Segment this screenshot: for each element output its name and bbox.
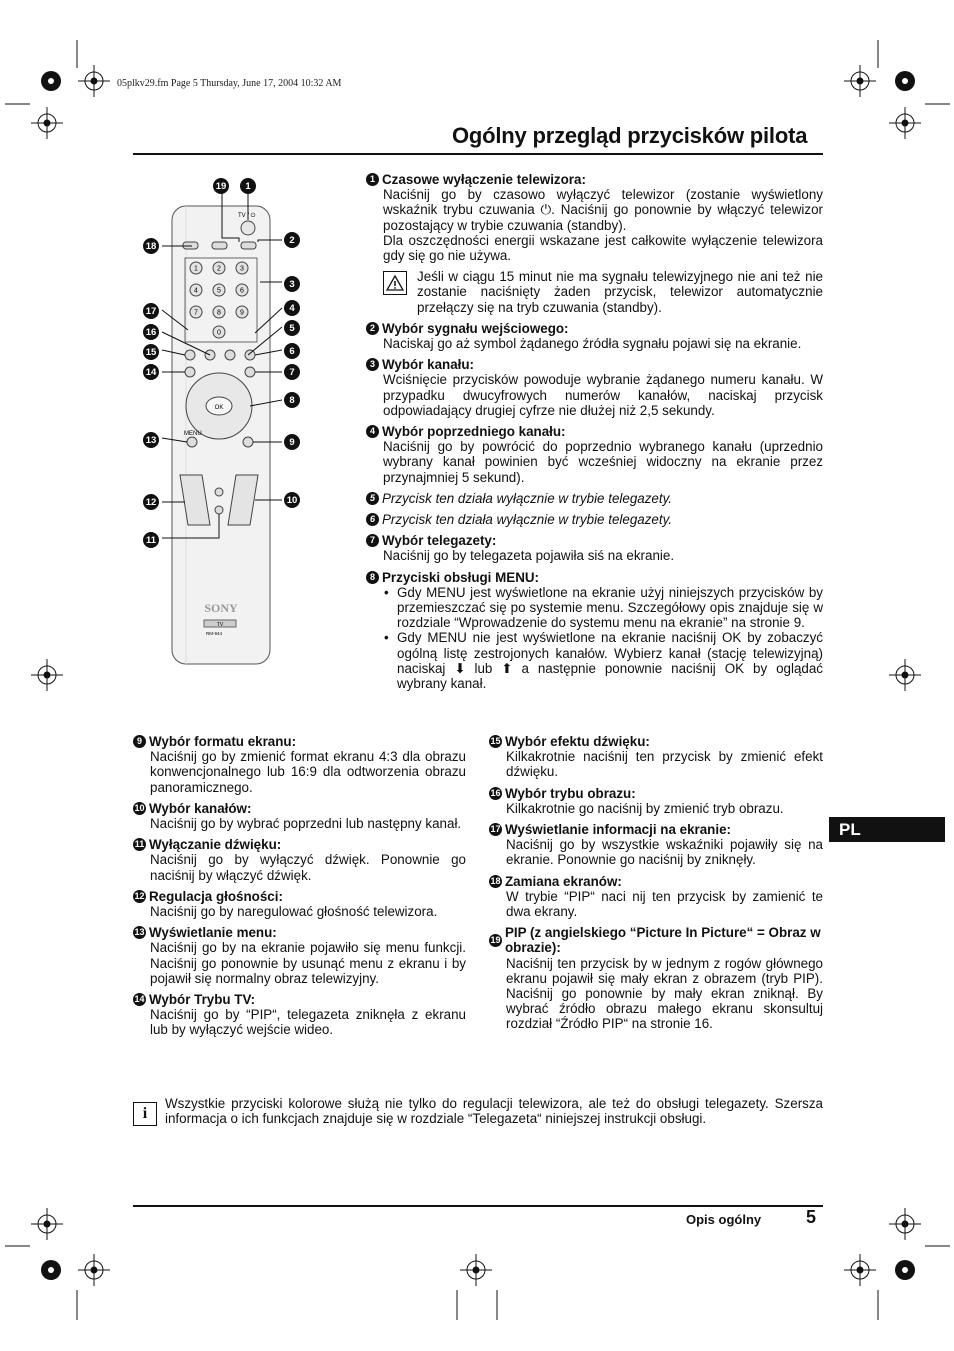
tv-label: TV — [216, 622, 224, 628]
footer-section: Opis ogólny — [686, 1212, 762, 1227]
callout-badge: 6 — [284, 343, 300, 359]
description-item — [366, 512, 823, 527]
callout-badge: 5 — [284, 320, 300, 336]
power-label: TV / ⏻ — [238, 213, 256, 219]
item-body: Naciśnij go by telegazeta pojawiła siś na ekranie. — [383, 548, 675, 564]
callout-badge: 12 — [143, 494, 159, 510]
ok-label: OK — [214, 405, 224, 411]
callout-badge: 4 — [284, 300, 300, 316]
menu-label: MENU — [184, 431, 202, 437]
info-note — [133, 1096, 823, 1126]
digit-key-label: 8 — [217, 309, 221, 317]
model-label: RM-944 — [206, 631, 223, 636]
item-number: 6 — [366, 513, 379, 526]
callout-badge: 1 — [240, 178, 256, 194]
item-body: W trybie “PIP“ naci nij ten przycisk by zamienić te dwa ekrany. — [506, 888, 823, 920]
item-heading — [489, 874, 823, 889]
description-item — [489, 822, 823, 868]
right-column — [366, 172, 823, 697]
item-number: 18 — [489, 875, 502, 888]
item-body: Naciśnij go by naregulować głośność telewizora. — [150, 904, 438, 920]
page-number: 5 — [806, 1207, 817, 1227]
item-number: 1 — [366, 173, 379, 186]
description-item — [366, 357, 823, 418]
callout-badge: 11 — [143, 532, 159, 548]
item-heading-text: Przycisk ten działa wyłącznie w trybie telegazety. — [382, 490, 672, 506]
item-heading — [133, 889, 466, 904]
description-item — [489, 925, 823, 1031]
callout-badge: 15 — [143, 344, 159, 360]
item-number: 14 — [133, 993, 146, 1006]
callout-badge: 14 — [143, 364, 159, 380]
item-heading-text: Wybór efektu dźwięku: — [505, 734, 650, 749]
item-heading-text: Wybór Trybu TV: — [149, 992, 256, 1008]
item-body: Kilkakrotnie naciśnij ten przycisk by zmienić efekt dźwięku. — [506, 749, 823, 780]
item-heading-text: Wybór sygnału wejściowego: — [382, 320, 569, 336]
item-body: Naciśnij go by wszystkie wskaźniki pojawiły się na ekranie. Ponownie go naciśnij by zniknęły. — [506, 837, 823, 868]
digit-key-label: 7 — [194, 309, 198, 317]
description-item — [489, 786, 823, 816]
left-column — [133, 734, 466, 1044]
item-number: 2 — [366, 322, 379, 335]
item-heading-text: PIP (z angielskiego “Picture In Picture“ = Obraz w obrazie): — [505, 925, 821, 956]
item-heading-text: Wybór trybu obrazu: — [505, 785, 636, 801]
item-number: 3 — [366, 358, 379, 371]
item-body: Naciśnij go by zmienić format ekranu 4:3 dla obrazu konwencjonalnego lub 16:9 dla odtworzenia obrazu panoramicznego. — [150, 749, 466, 795]
description-item — [366, 491, 823, 506]
item-heading — [366, 512, 823, 527]
item-body: Kilkakrotnie go naciśnij by zmienić tryb obrazu. — [506, 800, 784, 816]
item-heading — [133, 801, 466, 816]
brand-logo: SONY — [204, 601, 238, 615]
description-item — [366, 424, 823, 485]
item-body: Wciśnięcie przycisków powoduje wybranie żądanego numeru kanału. W przypadku dwucyfrowych numerów kanałów, naciskaj przycisk odpowiadający drugiej cyfrze nie dłużej niż 2,5 sekundy. — [383, 372, 823, 418]
warning-icon — [383, 271, 407, 295]
item-heading-text: Wybór poprzedniego kanału: — [382, 424, 566, 440]
item-heading — [366, 533, 823, 548]
item-body: Naciskaj go aż symbol żądanego źródła sygnału pojawi się na ekranie. — [383, 336, 802, 352]
item-heading — [366, 424, 823, 439]
title-rule — [133, 153, 823, 155]
item-number: 11 — [133, 838, 146, 851]
item-body: Dla oszczędności energii wskazane jest całkowite wyłączenie telewizora gdy się go nie używa. — [383, 232, 823, 264]
warning-note-text: Jeśli w ciągu 15 minut nie ma sygnału telewizyjnego nie ani też nie zostanie naciśnięty żaden przycisk, telewizor automatycznie przełączy się na tryb czuwania (standby). — [417, 269, 823, 315]
digit-key-label: 6 — [240, 287, 244, 295]
page-title: Ogólny przegląd przycisków pilota — [452, 123, 808, 148]
description-item — [133, 801, 466, 831]
item-heading — [366, 491, 823, 506]
digit-key-label: 0 — [217, 329, 221, 337]
item-number: 8 — [366, 571, 379, 584]
item-heading — [489, 925, 823, 955]
item-number: 13 — [133, 926, 146, 939]
info-note-text: Wszystkie przyciski kolorowe służą nie tylko do regulacji telewizora, ale też do obsługi telegazety. Szersza informacja o ich funkcjach znajduje się w rozdziale “Telegazeta“ niniejszej instrukcji obsługi. — [165, 1096, 823, 1127]
item-heading-text: Wyświetlanie menu: — [149, 925, 277, 941]
middle-column — [489, 734, 823, 1038]
item-heading — [366, 570, 823, 585]
item-heading-text: Zamiana ekranów: — [505, 873, 622, 889]
description-item — [133, 889, 466, 919]
language-tab: PL — [829, 817, 945, 842]
warning-note — [366, 269, 823, 315]
item-heading-text: Wybór kanału: — [382, 357, 475, 373]
item-heading — [366, 321, 823, 336]
footer-rule — [133, 1205, 823, 1207]
item-body: Naciśnij go by powrócić do poprzednio wybranego kanału (uprzednio wybrany kanał powinien być wcześniej widoczny na ekranie przez przynajmniej 5 sekund). — [383, 439, 823, 485]
remote-illustration — [140, 170, 370, 670]
item-body: Naciśnij go by “PIP“, telegazeta zniknęła z ekranu lub by wyłączyć wejście wideo. — [150, 1007, 466, 1038]
description-item — [366, 321, 823, 351]
item-number: 17 — [489, 823, 502, 836]
item-number: 7 — [366, 534, 379, 547]
item-heading-text: Wybór telegazety: — [382, 533, 497, 549]
info-icon: i — [133, 1102, 157, 1126]
callout-badge: 2 — [284, 232, 300, 248]
item-heading-text: Przyciski obsługi MENU: — [382, 569, 539, 585]
item-heading-text: Wyłączanie dźwięku: — [149, 837, 282, 853]
item-heading-text: Wyświetlanie informacji na ekranie: — [505, 822, 731, 838]
item-number: 16 — [489, 787, 502, 800]
item-heading — [489, 822, 823, 837]
item-body: Naciśnij go by czasowo wyłączyć telewizor (zostanie wyświetlony wskaźnik trybu czuwania ⏻. Naciśnij go ponownie by włączyć telewizor pozostający w trybie czuwania (standby). — [383, 187, 823, 233]
item-body: Naciśnij go by na ekranie pojawiło się menu funkcji. Naciśnij go ponownie by usunąć menu z ekranu i by pojawił się normalny obraz telewizyjny. — [150, 940, 466, 986]
callout-badge: 19 — [213, 178, 229, 194]
bullet-item: • Gdy MENU nie jest wyświetlone na ekranie naciśnij OK by zobaczyć ogólną listę zestrojonych kanałów. Wybierz kanał (stację telewizyjną) naciskaj ⬇ lub ⬆ a następnie ponownie naciśnij OK by oglądać wybrany kanał. — [384, 630, 823, 691]
item-heading — [133, 837, 466, 852]
description-item — [366, 570, 823, 692]
description-item — [489, 734, 823, 780]
item-number: 12 — [133, 890, 146, 903]
digit-key-label: 2 — [217, 265, 221, 273]
item-heading — [133, 992, 466, 1007]
item-heading-text: Wybór kanałów: — [149, 800, 252, 816]
item-heading — [366, 172, 823, 187]
callout-badge: 18 — [143, 238, 159, 254]
digit-key-label: 4 — [194, 287, 198, 295]
item-heading — [489, 734, 823, 749]
digit-key-label: 9 — [240, 309, 244, 317]
digit-key-label: 3 — [240, 265, 244, 273]
callout-badge: 9 — [284, 434, 300, 450]
callout-badge: 16 — [143, 324, 159, 340]
callout-badge: 10 — [284, 492, 300, 508]
digit-key-label: 1 — [194, 265, 198, 273]
file-header: 05plkv29.fm Page 5 Thursday, June 17, 2004 10:32 AM — [117, 78, 342, 89]
description-item — [133, 837, 466, 883]
item-heading — [133, 925, 466, 940]
item-body: Naciśnij go by wybrać poprzedni lub następny kanał. — [150, 816, 462, 832]
callout-badge: 17 — [143, 303, 159, 319]
item-body: Naciśnij go by wyłączyć dźwięk. Ponownie go naciśnij by włączyć dźwięk. — [150, 852, 466, 883]
item-heading-text: Czasowe wyłączenie telewizora: — [382, 172, 586, 187]
item-number: 4 — [366, 425, 379, 438]
item-heading-text: Regulacja głośności: — [149, 888, 283, 904]
bullet-list — [366, 585, 823, 691]
description-item — [133, 925, 466, 986]
bullet-item: • Gdy MENU jest wyświetlone na ekranie użyj niniejszych przycisków by przemieszczać się po systemie menu. Szczegółowy opis znajduje się w rozdziale “Wprowadzenie do systemu menu na ekranie” na stronie 9. — [384, 585, 823, 631]
item-heading-text: Wybór formatu ekranu: — [149, 734, 297, 749]
digit-key-label: 5 — [217, 287, 221, 295]
item-body: Naciśnij ten przycisk by w jednym z rogów głównego ekranu pojawił się mały ekran z obrazem (tryb PIP). Naciśnij go ponownie by mały ekran zniknął. By wybrać źródło obrazu małego ekranu skonsultuj rozdział “Źródło PIP“ na stronie 16. — [506, 955, 823, 1032]
description-item — [366, 533, 823, 563]
description-item — [366, 172, 823, 263]
item-number: 15 — [489, 735, 502, 748]
callout-badge: 8 — [284, 392, 300, 408]
item-number: 10 — [133, 802, 146, 815]
item-heading — [366, 357, 823, 372]
item-number: 9 — [133, 735, 146, 748]
callout-badge: 13 — [143, 432, 159, 448]
item-number: 5 — [366, 492, 379, 505]
item-heading — [489, 786, 823, 801]
description-item — [489, 874, 823, 920]
callout-badge: 3 — [284, 276, 300, 292]
description-item — [133, 734, 466, 795]
description-item — [133, 992, 466, 1038]
item-number: 19 — [489, 934, 502, 947]
item-heading-text: Przycisk ten działa wyłącznie w trybie telegazety. — [382, 512, 672, 528]
callout-badge: 7 — [284, 364, 300, 380]
item-heading — [133, 734, 466, 749]
